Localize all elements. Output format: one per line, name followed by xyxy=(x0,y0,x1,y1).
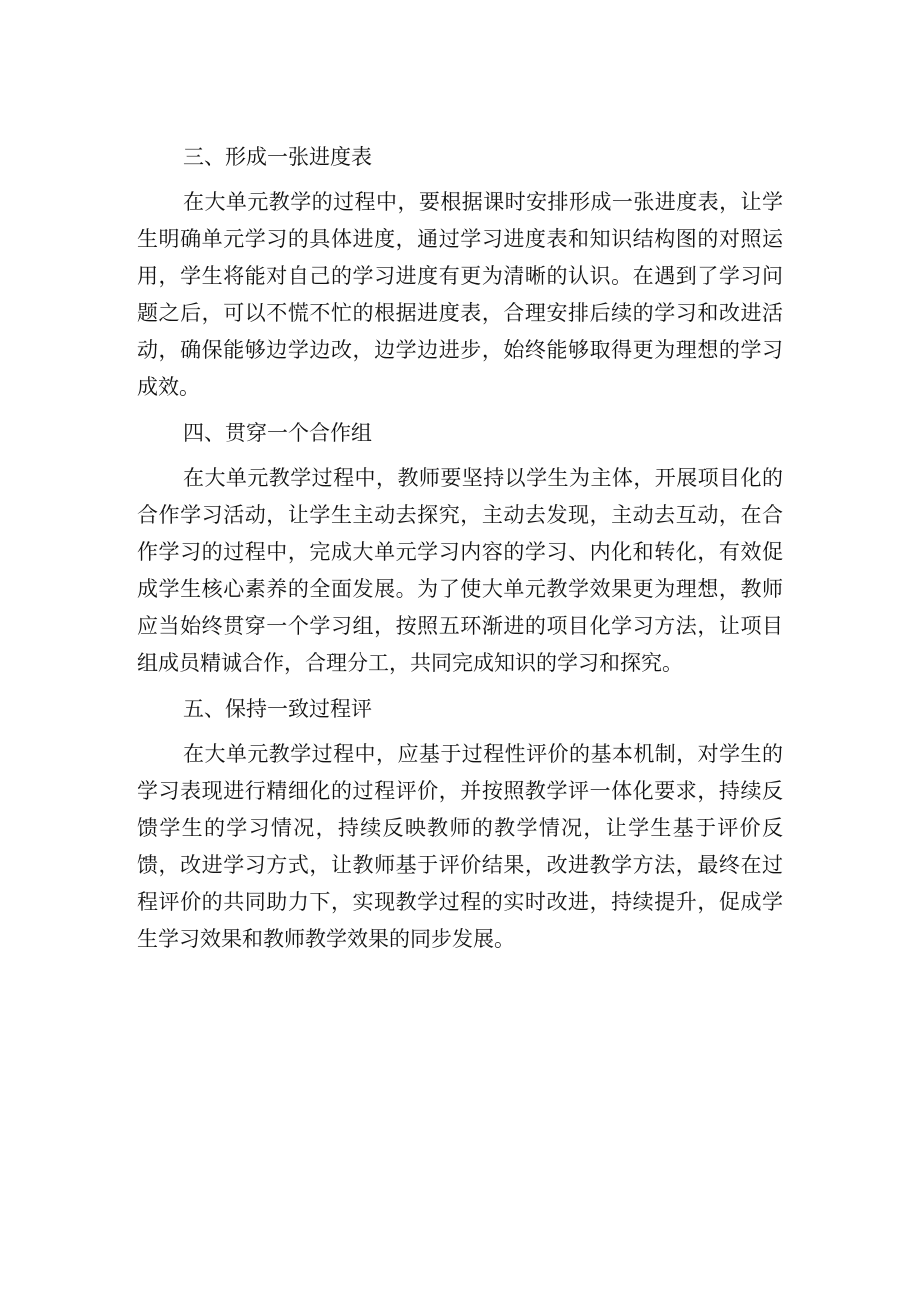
section-heading-5: 五、保持一致过程评 xyxy=(183,697,372,721)
section-paragraph-5: 在大单元教学过程中，应基于过程性评价的基本机制，对学生的学习表现进行精细化的过程评价，并按照教学评一体化要求，持续反馈学生的学习情况，持续反映教师的教学情况，让学生基于评价反馈，改进学习方式，让教师基于评价结果，改进教学方法，最终在过程评价的共同助力下，实现教学过程的实时改进，持续提升，促成学生学习效果和教师教学效果的同步发展。 xyxy=(137,742,783,951)
section-paragraph-4: 在大单元教学过程中，教师要坚持以学生为主体，开展项目化的合作学习活动，让学生主动去探究，主动去发现，主动去互动，在合作学习的过程中，完成大单元学习内容的学习、内化和转化，有效促成学生核心素养的全面发展。为了使大单元教学效果更为理想，教师应当始终贯穿一个学习组，按照五环渐进的项目化学习方法，让项目组成员精诚合作，合理分工，共同完成知识的学习和探究。 xyxy=(137,466,783,675)
section-paragraph-3: 在大单元教学的过程中，要根据课时安排形成一张进度表，让学生明确单元学习的具体进度，通过学习进度表和知识结构图的对照运用，学生将能对自己的学习进度有更为清晰的认识。在遇到了学习问题之后，可以不慌不忙的根据进度表，合理安排后续的学习和改进活动，确保能够边学边改，边学边进步，始终能够取得更为理想的学习成效。 xyxy=(137,190,783,399)
section-heading-4: 四、贯穿一个合作组 xyxy=(183,421,372,445)
section-heading-3: 三、形成一张进度表 xyxy=(183,145,372,169)
document-body xyxy=(137,138,783,958)
